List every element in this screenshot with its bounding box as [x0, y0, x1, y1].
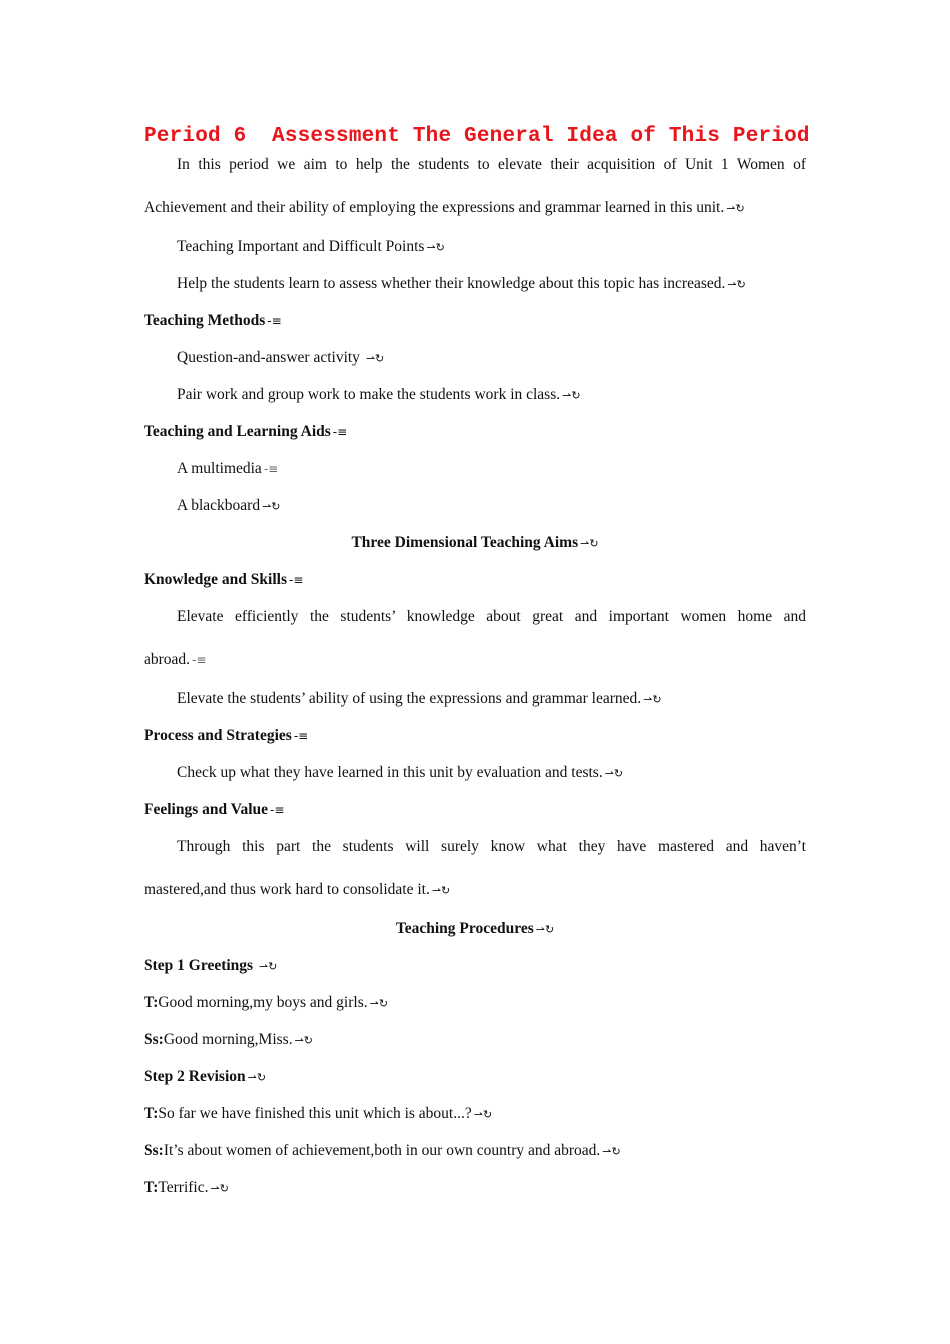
knowledge-text-1: Elevate efficiently the students’ knowledge about great and important women home and — [177, 608, 806, 625]
speaker-label: Ss: — [144, 1031, 164, 1048]
paragraph-mark-icon: ⇀↻ — [535, 923, 555, 936]
aid-item-text: A multimedia — [177, 460, 262, 477]
step2-heading — [144, 1058, 806, 1095]
speaker-label: T: — [144, 1179, 159, 1196]
dialog-line — [144, 1021, 806, 1058]
paragraph-mark-icon: ⇀↻ — [604, 767, 624, 780]
speaker-label: T: — [144, 994, 159, 1011]
separator-mark-icon: -≡ — [293, 729, 309, 743]
dialog-text: So far we have finished this unit which is about...? — [158, 1105, 472, 1122]
paragraph-mark-icon: ⇀↻ — [210, 1182, 229, 1195]
separator-mark-icon: -≡ — [267, 314, 282, 328]
paragraph-mark-icon: ⇀↻ — [602, 1145, 621, 1158]
aid-item-text: A blackboard — [177, 497, 261, 514]
intro-line-1 — [144, 146, 806, 183]
document-page — [144, 120, 810, 1206]
dialog-text: Terrific. — [158, 1179, 209, 1196]
paragraph-mark-icon: ⇀↻ — [262, 500, 281, 513]
feelings-line-2 — [144, 865, 806, 910]
aids-heading — [144, 413, 806, 450]
dialog-line — [144, 1095, 806, 1132]
method-item-text: Pair work and group work to make the students work in class. — [177, 386, 561, 403]
important-points-body: Help the students learn to assess whether their knowledge about this topic has increased. — [177, 275, 726, 292]
knowledge-line-1 — [144, 598, 806, 635]
paragraph-mark-icon: ⇀↻ — [365, 352, 385, 365]
separator-mark-icon: -≡ — [263, 462, 279, 476]
separator-mark-icon: -≡ — [192, 653, 207, 667]
process-body: Check up what they have learned in this unit by evaluation and tests. — [177, 764, 603, 781]
step1-label: Step 1 Greetings — [144, 957, 257, 974]
speaker-label: Ss: — [144, 1142, 164, 1159]
knowledge-label: Knowledge and Skills — [144, 571, 287, 588]
paragraph-mark-icon: ⇀↻ — [643, 693, 662, 706]
knowledge-text-3: Elevate the students’ ability of using the expressions and grammar learned. — [177, 690, 642, 707]
aids-label: Teaching and Learning Aids — [144, 423, 331, 440]
paragraph-mark-icon: ⇀↻ — [294, 1034, 314, 1047]
separator-mark-icon: -≡ — [332, 425, 348, 439]
separator-mark-icon: -≡ — [270, 803, 285, 817]
intro-text-1: In this period we aim to help the students to elevate their acquisition of Unit 1 Women of — [177, 156, 806, 173]
paragraph-mark-icon: ⇀↻ — [431, 884, 451, 897]
procedures-label: Teaching Procedures — [395, 920, 534, 937]
dialog-line — [144, 984, 806, 1021]
feelings-text-1: Through this part the students will surely know what they have mastered and haven’t — [177, 838, 806, 855]
paragraph-mark-icon: ⇀↻ — [369, 997, 389, 1010]
dialog-line — [144, 1132, 806, 1169]
aid-item — [144, 450, 806, 487]
dialog-text: Good morning,my boys and girls. — [158, 994, 368, 1011]
method-item — [144, 376, 806, 413]
paragraph-mark-icon: ⇀↻ — [727, 278, 746, 291]
paragraph-mark-icon: ⇀↻ — [726, 202, 745, 215]
intro-line-2 — [144, 183, 806, 228]
methods-heading — [144, 302, 806, 339]
dialog-line — [144, 1169, 806, 1206]
knowledge-line-2 — [144, 635, 806, 680]
process-heading — [144, 717, 806, 754]
procedures-heading — [144, 910, 806, 947]
knowledge-line-3 — [144, 680, 806, 717]
dialog-text: Good morning,Miss. — [163, 1031, 293, 1048]
knowledge-text-2: abroad. — [144, 651, 191, 668]
important-points-heading — [144, 228, 806, 265]
feelings-label: Feelings and Value — [144, 801, 269, 818]
intro-text-2: Achievement and their ability of employing the expressions and grammar learned in this unit. — [144, 199, 725, 216]
feelings-heading — [144, 791, 806, 828]
paragraph-mark-icon: ⇀↻ — [247, 1071, 267, 1084]
feelings-text-2: mastered,and thus work hard to consolidate it. — [144, 881, 430, 898]
knowledge-heading — [144, 561, 806, 598]
speaker-label: T: — [144, 1105, 159, 1122]
paragraph-mark-icon: ⇀↻ — [562, 389, 581, 402]
separator-mark-icon: -≡ — [289, 573, 304, 587]
important-points-label: Teaching Important and Difficult Points — [177, 238, 425, 255]
paragraph-mark-icon: ⇀↻ — [473, 1108, 493, 1121]
paragraph-mark-icon: ⇀↻ — [580, 537, 599, 550]
aid-item — [144, 487, 806, 524]
step1-heading — [144, 947, 806, 984]
paragraph-mark-icon: ⇀↻ — [426, 241, 445, 254]
step2-label: Step 2 Revision — [144, 1068, 246, 1085]
process-text — [144, 754, 806, 791]
method-item-text: Question-and-answer activity — [177, 349, 364, 366]
page-title: Period 6 Assessment The General Idea of This Period — [144, 125, 810, 148]
feelings-line-1 — [144, 828, 806, 865]
important-points-text — [144, 265, 806, 302]
aims-heading — [144, 524, 806, 561]
aims-label: Three Dimensional Teaching Aims — [351, 534, 579, 551]
method-item — [144, 339, 806, 376]
dialog-text: It’s about women of achievement,both in our own country and abroad. — [163, 1142, 601, 1159]
paragraph-mark-icon: ⇀↻ — [258, 960, 278, 973]
process-label: Process and Strategies — [144, 727, 292, 744]
methods-label: Teaching Methods — [144, 312, 266, 329]
